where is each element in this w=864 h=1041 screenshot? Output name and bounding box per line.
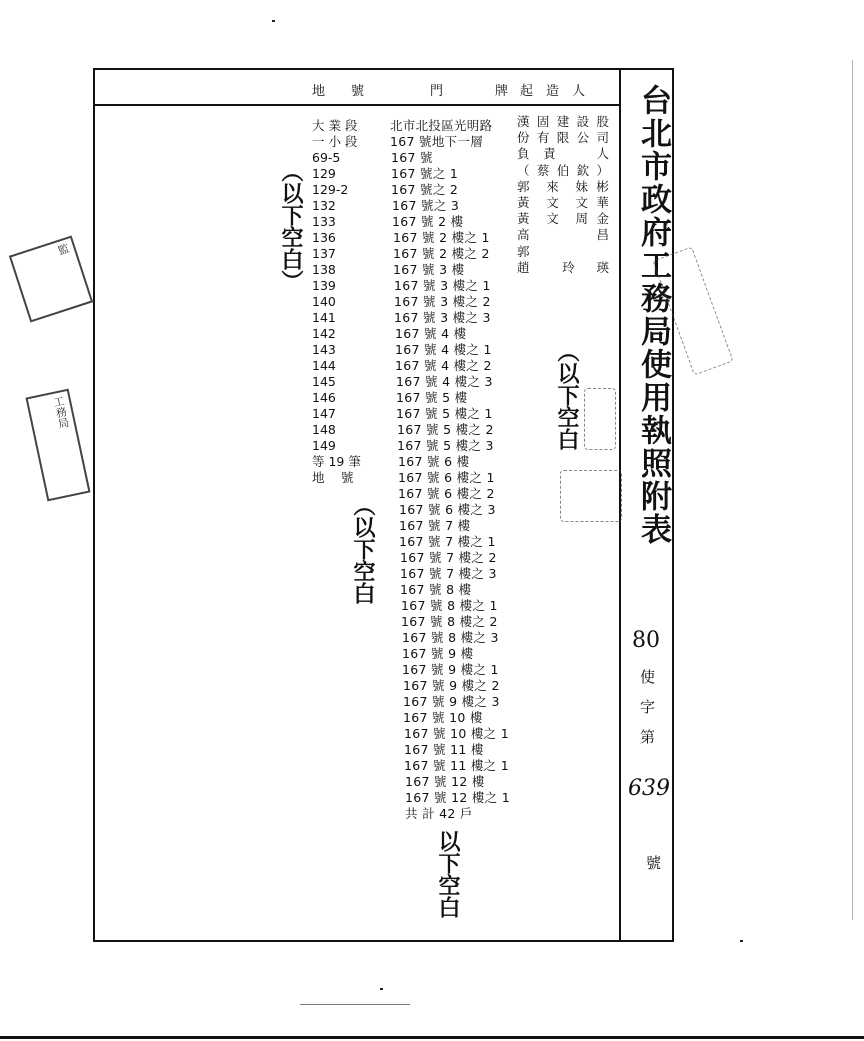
- builder-list: [517, 114, 609, 276]
- door-number-row: 北市北投區光明路: [390, 118, 493, 133]
- blank-mark-left: （以下空白）: [278, 160, 304, 292]
- lot-number-row: 142: [312, 326, 336, 341]
- header-door: 門 牌: [430, 84, 509, 99]
- lot-number-row: 132: [312, 198, 336, 213]
- door-number-row: 167 號 9 樓之 3: [403, 694, 500, 709]
- header-lot: 地 號: [312, 84, 365, 99]
- builder-row: [517, 179, 609, 195]
- lot-number-row: 148: [312, 422, 336, 437]
- lot-number-row: 133: [312, 214, 336, 229]
- page-title: 台北市政府工務局使用執照附表: [635, 84, 671, 546]
- builder-char: 文: [575, 194, 589, 210]
- door-number-row: 167 號 10 樓之 1: [404, 726, 510, 741]
- lot-number-row: 146: [312, 390, 336, 405]
- lot-number-row: 141: [312, 310, 336, 325]
- builder-char: 郭: [517, 178, 530, 194]
- builder-char: 負: [517, 146, 530, 162]
- builder-char: 昌: [596, 227, 609, 243]
- lot-number-row: 138: [312, 262, 336, 277]
- header-rule: [95, 104, 621, 106]
- builder-char: 欽: [576, 162, 590, 178]
- lot-number-row: 129: [312, 166, 336, 181]
- builder-char: ）: [596, 162, 609, 178]
- blank-mark-lot: （以下空白: [350, 494, 376, 604]
- door-number-row: 167 號 5 樓: [396, 390, 468, 405]
- permit-suffix: 號: [646, 854, 662, 872]
- builder-char: 有: [536, 130, 550, 146]
- lot-number-row: 地 號: [312, 470, 354, 485]
- door-number-row: 167 號 2 樓: [392, 214, 464, 229]
- builder-char: 郭: [517, 243, 530, 259]
- builder-row: [517, 195, 609, 211]
- scan-speck: [300, 1004, 410, 1005]
- lot-number-row: 143: [312, 342, 336, 357]
- seal-stamp-upper: 監: [9, 236, 93, 323]
- door-number-row: 167 號 3 樓: [393, 262, 465, 277]
- lot-number-row: 140: [312, 294, 336, 309]
- lot-number-row: 等 19 筆: [312, 454, 361, 469]
- builder-row: [517, 146, 609, 162]
- permit-handwritten-number: 639: [628, 776, 670, 801]
- door-number-row: 167 號地下一層: [390, 134, 484, 149]
- builder-char: 股: [596, 114, 609, 129]
- door-number-row: 167 號 3 樓之 2: [394, 294, 491, 309]
- door-number-row: 167 號 7 樓: [399, 518, 471, 533]
- door-number-row: 167 號之 3: [392, 198, 460, 213]
- builder-row: [517, 130, 609, 146]
- builder-row: [517, 227, 609, 243]
- lot-number-row: 129-2: [312, 182, 349, 197]
- door-number-row: 167 號 6 樓: [398, 454, 470, 469]
- lot-number-row: 一 小 段: [312, 134, 358, 149]
- door-number-row: 167 號 8 樓之 1: [401, 598, 498, 613]
- builder-row: [517, 260, 609, 276]
- builder-char: 趙: [517, 259, 530, 275]
- builder-char: （: [517, 162, 530, 178]
- door-number-row: 167 號 6 樓之 2: [398, 486, 495, 501]
- builder-char: 設: [576, 114, 590, 129]
- builder-char: 高: [517, 227, 530, 243]
- door-number-row: 167 號 9 樓之 2: [403, 678, 500, 693]
- door-number-row: 167 號 11 樓之 1: [404, 758, 510, 773]
- door-number-row: 167 號 9 樓: [402, 646, 474, 661]
- blank-mark-door: 以下空白: [435, 830, 461, 918]
- builder-char: 固: [536, 114, 550, 129]
- lot-number-row: 144: [312, 358, 336, 373]
- builder-char: 妹: [575, 178, 589, 194]
- door-number-row: 167 號 5 樓之 1: [396, 406, 493, 421]
- builder-char: 漢: [517, 114, 530, 129]
- lot-number-row: 69-5: [312, 150, 341, 165]
- door-number-row: 167 號 2 樓之 1: [393, 230, 490, 245]
- door-number-row: 167 號 5 樓之 3: [397, 438, 494, 453]
- door-number-row: 167 號 4 樓之 2: [395, 358, 492, 373]
- builder-char: 金: [596, 211, 609, 227]
- builder-char: 黃: [517, 211, 530, 227]
- builder-char: 伯: [556, 162, 570, 178]
- scan-speck: [380, 988, 383, 990]
- builder-char: 文: [546, 211, 559, 227]
- builder-char: 來: [546, 178, 559, 194]
- door-number-row: 167 號 3 樓之 1: [394, 278, 491, 293]
- door-number-row: 167 號 4 樓: [395, 326, 467, 341]
- lot-number-row: 大 業 段: [312, 118, 358, 133]
- scan-smudge: [584, 388, 616, 450]
- lot-number-row: 136: [312, 230, 336, 245]
- scan-smudge: [560, 470, 622, 522]
- door-number-row: 167 號: [391, 150, 433, 165]
- builder-char: 份: [517, 130, 530, 146]
- builder-char: 限: [556, 130, 570, 146]
- seal-stamp-lower: 工務局: [25, 389, 90, 502]
- header-builder: 起 造 人: [520, 84, 586, 99]
- door-number-row: 167 號 12 樓: [405, 774, 485, 789]
- page-bottom-rule: [0, 1036, 864, 1039]
- builder-char: 司: [596, 130, 609, 146]
- scan-speck: [272, 20, 275, 22]
- door-number-row: 167 號 12 樓之 1: [405, 790, 511, 805]
- door-number-row: 167 號 8 樓之 2: [401, 614, 498, 629]
- builder-row: [517, 163, 609, 179]
- door-number-list: [390, 118, 510, 822]
- builder-char: 黃: [517, 194, 530, 210]
- builder-row: [517, 211, 609, 227]
- permit-char-2: 字: [640, 698, 656, 716]
- door-number-row: 167 號 2 樓之 2: [393, 246, 490, 261]
- builder-char: 人: [596, 146, 609, 162]
- permit-year: 80: [632, 628, 660, 653]
- door-number-row: 167 號 11 樓: [404, 742, 484, 757]
- lot-number-row: 145: [312, 374, 336, 389]
- builder-char: 建: [556, 114, 570, 129]
- door-number-row: 167 號 6 樓之 3: [399, 502, 496, 517]
- builder-char: 玲: [562, 259, 575, 275]
- door-number-row: 167 號 10 樓: [403, 710, 483, 725]
- builder-char: 華: [596, 194, 609, 210]
- door-number-row: 167 號 8 樓之 3: [402, 630, 499, 645]
- door-number-row: 167 號 8 樓: [400, 582, 472, 597]
- door-number-row: 167 號 3 樓之 3: [394, 310, 491, 325]
- builder-char: 文: [546, 194, 559, 210]
- lot-number-row: 139: [312, 278, 336, 293]
- permit-char-3: 第: [640, 728, 656, 746]
- builder-row: [517, 114, 609, 130]
- permit-char-1: 使: [640, 668, 656, 686]
- lot-number-row: 147: [312, 406, 336, 421]
- builder-char: 周: [575, 211, 589, 227]
- door-number-row: 共 計 42 戶: [405, 806, 473, 821]
- builder-char: 公: [576, 130, 590, 146]
- lot-number-list: [312, 118, 361, 486]
- lot-number-row: 137: [312, 246, 336, 261]
- door-number-row: 167 號 7 樓之 1: [399, 534, 496, 549]
- door-number-row: 167 號 4 樓之 1: [395, 342, 492, 357]
- door-number-row: 167 號之 2: [391, 182, 459, 197]
- lot-number-row: 149: [312, 438, 336, 453]
- door-number-row: 167 號 7 樓之 3: [400, 566, 497, 581]
- door-number-row: 167 號 5 樓之 2: [397, 422, 494, 437]
- scan-edge: [852, 60, 853, 920]
- builder-char: 彬: [596, 178, 609, 194]
- builder-char: 瑛: [596, 259, 609, 275]
- builder-char: 責: [543, 146, 556, 162]
- door-number-row: 167 號 4 樓之 3: [396, 374, 493, 389]
- door-number-row: 167 號 6 樓之 1: [398, 470, 495, 485]
- door-number-row: 167 號 7 樓之 2: [400, 550, 497, 565]
- door-number-row: 167 號 9 樓之 1: [402, 662, 499, 677]
- blank-mark-builder: （以下空白: [554, 340, 580, 450]
- builder-char: 蔡: [536, 162, 550, 178]
- scan-speck: [740, 940, 743, 942]
- builder-row: [517, 244, 609, 260]
- door-number-row: 167 號之 1: [391, 166, 459, 181]
